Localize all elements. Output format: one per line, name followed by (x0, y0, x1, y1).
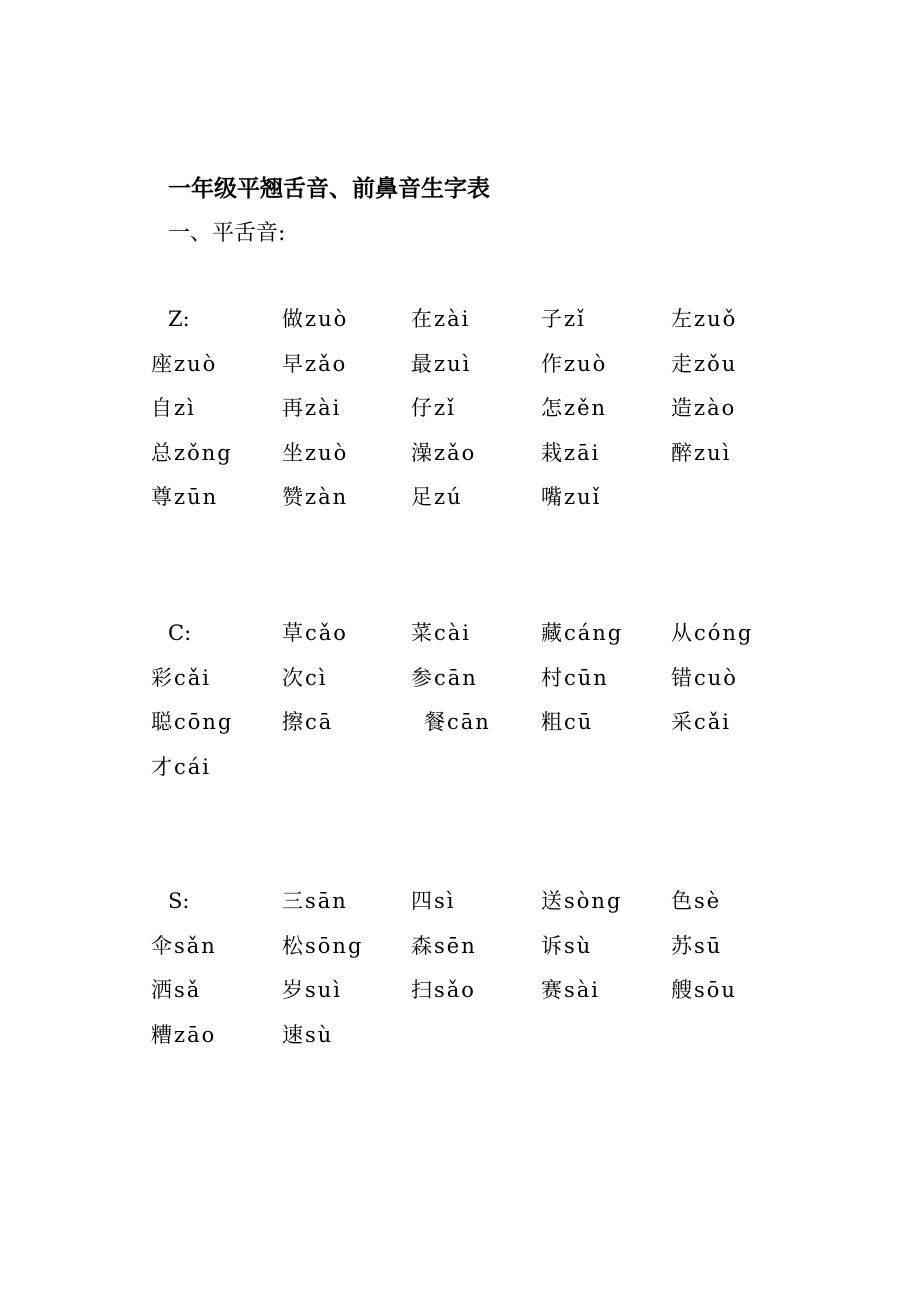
page-title: 一年级平翘舌音、前鼻音生字表 (168, 176, 490, 202)
character-entry: 左zuǒ (671, 307, 738, 331)
character-entry: 草cǎo (282, 621, 348, 645)
character-entry: 总zǒng (151, 440, 233, 465)
character-entry: 次cì (282, 665, 328, 690)
character-entry: 造zào (671, 396, 737, 421)
character-entry: 嘴zuǐ (541, 485, 602, 510)
character-entry: 座zuò (151, 351, 218, 376)
table-row (0, 1020, 920, 1060)
character-entry: 澡zǎo (411, 440, 477, 465)
character-entry: 色sè (671, 889, 722, 913)
table-row (0, 482, 920, 522)
table-row (0, 707, 920, 747)
character-entry: 醉zuì (671, 440, 732, 465)
character-entry: 藏cáng (541, 621, 624, 645)
table-row (0, 931, 920, 971)
character-entry: 速sù (282, 1022, 334, 1047)
character-entry: 栽zāi (541, 440, 601, 465)
initial-label: S: (168, 889, 190, 913)
character-entry: 尊zūn (151, 485, 219, 510)
table-row (0, 886, 920, 926)
character-entry: 诉sù (541, 933, 593, 958)
character-entry: 苏sū (671, 933, 723, 958)
character-entry: 粗cū (541, 710, 594, 735)
character-entry: 在zài (411, 307, 471, 331)
initial-label: C: (168, 621, 192, 645)
character-entry: 餐cān (424, 710, 491, 735)
character-entry: 岁suì (282, 978, 343, 1003)
initial-label: Z: (168, 307, 190, 331)
character-entry: 坐zuò (282, 440, 349, 465)
character-entry: 擦cā (282, 710, 334, 735)
character-entry: 糟zāo (151, 1022, 217, 1047)
character-entry: 菜cài (411, 621, 471, 645)
character-entry: 采cǎi (671, 710, 731, 735)
character-entry: 做zuò (282, 307, 349, 331)
character-entry: 村cūn (541, 665, 609, 690)
table-row (0, 752, 920, 792)
character-entry: 赞zàn (282, 485, 349, 510)
section-heading: 一、平舌音: (168, 221, 286, 246)
character-entry: 子zǐ (541, 307, 586, 331)
table-row (0, 393, 920, 433)
character-entry: 赛sài (541, 978, 601, 1003)
character-entry: 错cuò (671, 665, 738, 690)
character-entry: 聪cōng (151, 710, 234, 735)
character-entry: 自zì (151, 396, 196, 421)
character-entry: 再zài (282, 396, 342, 421)
character-entry: 作zuò (541, 351, 608, 376)
character-entry: 走zǒu (671, 351, 738, 376)
character-entry: 森sēn (411, 933, 477, 958)
character-entry: 伞sǎn (151, 933, 217, 958)
character-entry: 足zú (411, 485, 463, 510)
character-entry: 从cóng (671, 621, 754, 645)
table-row (0, 349, 920, 389)
character-entry: 送sòng (541, 889, 623, 913)
character-entry: 松sōng (282, 933, 364, 958)
character-entry: 最zuì (411, 351, 472, 376)
character-entry: 参cān (411, 665, 478, 690)
table-row (0, 304, 920, 344)
table-row (0, 663, 920, 703)
character-entry: 才cái (151, 754, 211, 779)
character-entry: 怎zěn (541, 396, 608, 421)
character-entry: 三sān (282, 889, 348, 913)
table-row (0, 438, 920, 478)
character-entry: 彩cǎi (151, 665, 211, 690)
character-entry: 四sì (411, 889, 456, 913)
character-entry: 艘sōu (671, 978, 737, 1003)
character-entry: 早zǎo (282, 351, 348, 376)
character-entry: 扫sǎo (411, 978, 476, 1003)
table-row (0, 618, 920, 658)
table-row (0, 975, 920, 1015)
character-entry: 仔zǐ (411, 396, 456, 421)
character-entry: 洒sǎ (151, 978, 202, 1003)
